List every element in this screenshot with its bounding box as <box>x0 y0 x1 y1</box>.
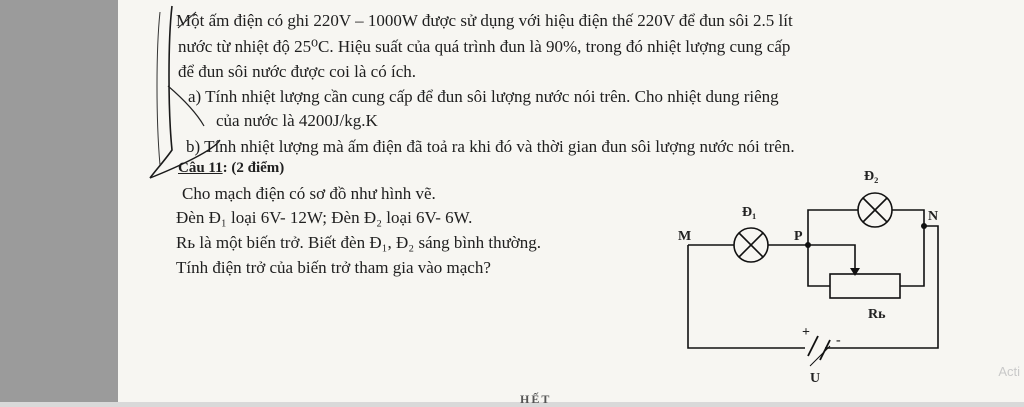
label-n: N <box>928 209 939 224</box>
problem10-part-b: b) Tính nhiệt lượng mà ấm điện đã toả ra khi đó và thời gian đun sôi lượng nước nói trên. <box>186 137 795 156</box>
lamp-d2-icon <box>858 193 892 227</box>
label-rb: Rь <box>868 307 886 322</box>
problem11-line3: Rь là một biến trở. Biết đèn Đ₁, Đ₂ sáng bình thường. <box>176 233 542 252</box>
node-n-dot <box>921 223 927 229</box>
problem10-line1: Một ấm điện có ghi 220V – 1000W được sử dụng với hiệu điện thế 220V để đun sôi 2.5 lít <box>176 11 793 30</box>
label-m: M <box>678 229 692 244</box>
label-d2: Đ₂ <box>864 169 879 184</box>
lamp-d1-icon <box>734 228 768 262</box>
label-u: U <box>810 371 821 386</box>
power-source-icon <box>808 336 830 366</box>
node-p-dot <box>805 242 811 248</box>
problem11-line1: Cho mạch điện có sơ đồ như hình vẽ. <box>182 184 436 203</box>
label-plus: + <box>802 325 810 340</box>
problem11-line2: Đèn Đ₁ loại 6V- 12W; Đèn Đ₂ loại 6V- 6W. <box>176 208 473 227</box>
problem11-number: Câu 11 <box>178 160 223 176</box>
label-minus: - <box>836 333 841 348</box>
label-p: P <box>794 229 803 244</box>
label-d1: Đ₁ <box>742 205 757 220</box>
problem11-line4: Tính điện trở của biến trở tham gia vào mạch? <box>176 258 491 277</box>
activation-watermark: Acti <box>998 364 1020 379</box>
footer-text: HẾT <box>520 392 552 406</box>
problem10-line2: nước từ nhiệt độ 25⁰C. Hiệu suất của quá trình đun là 90%, trong đó nhiệt lượng cung cấp <box>178 37 791 56</box>
problem10-part-a-line2: của nước là 4200J/kg.K <box>216 111 378 130</box>
circuit-diagram <box>670 160 960 392</box>
problem10-line3: để đun sôi nước được coi là có ích. <box>178 62 416 81</box>
problem10-part-a-line1: a) Tính nhiệt lượng cần cung cấp để đun sôi lượng nước nói trên. Cho nhiệt dung riêng <box>188 87 779 106</box>
problem11-points: : (2 điểm) <box>222 160 285 176</box>
